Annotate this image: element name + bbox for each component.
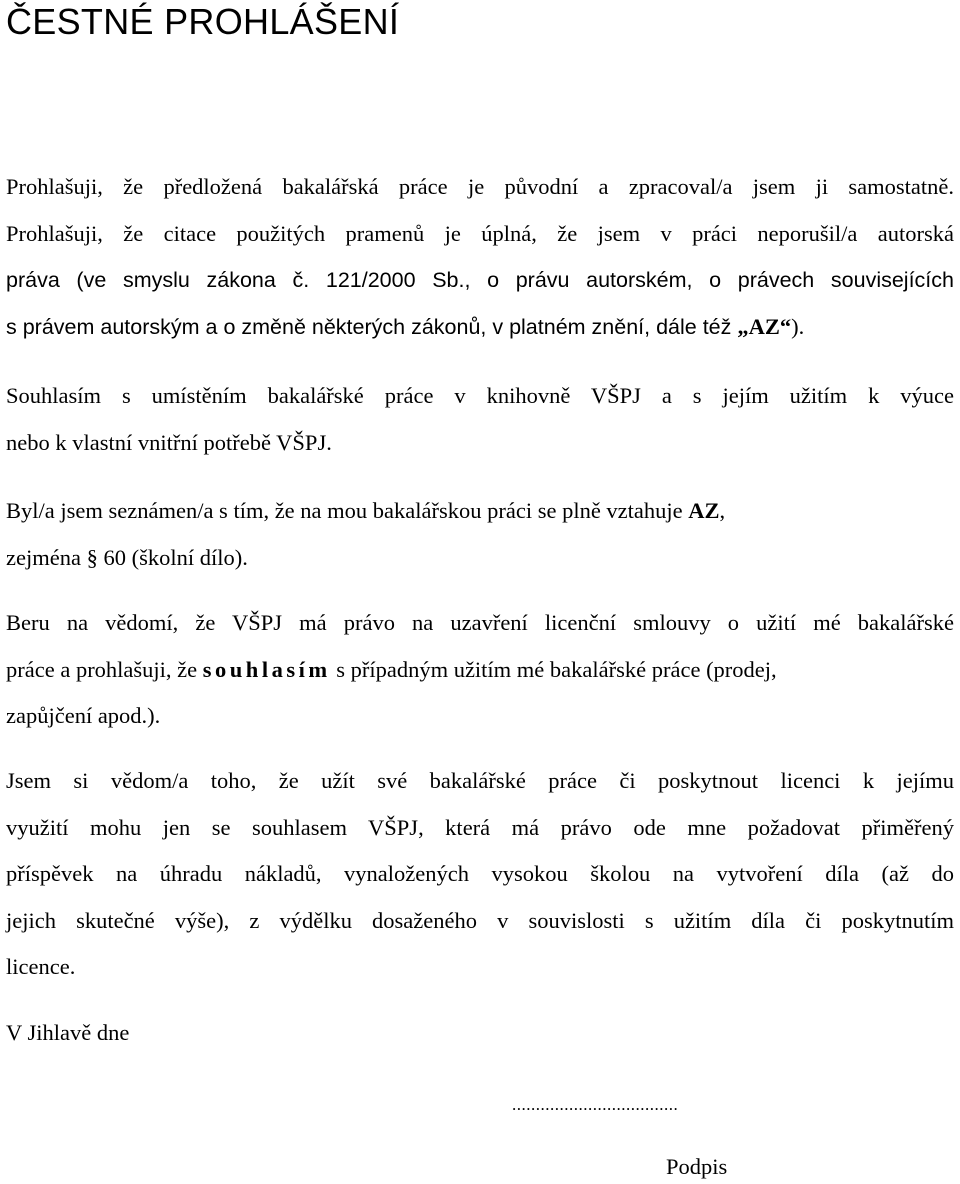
- paragraph-declaration: [6, 164, 954, 350]
- text-line: Prohlašuji, že citace použitých pramenů je úplná, že jsem v práci neporušil/a autorská: [6, 220, 954, 246]
- text-line: zapůjčení apod.).: [6, 703, 161, 728]
- paragraph-library-consent: [6, 373, 954, 466]
- text-line: Beru na vědomí, že VŠPJ má právo na uzavření licenční smlouvy o užití mé bakalářské: [6, 610, 954, 635]
- text-fragment: s právem autorským a o změně některých zákonů, v platném znění, dále též: [6, 314, 732, 339]
- text-line: zejména § 60 (školní dílo).: [6, 544, 248, 570]
- text-line: [6, 488, 954, 535]
- text-line: [6, 647, 954, 694]
- place-date-line: V Jihlavě dne: [6, 1020, 130, 1045]
- text-fragment: práce a prohlašuji, že: [6, 656, 198, 682]
- az-abbreviation: AZ: [688, 498, 720, 523]
- consent-emphasis: souhlasím: [202, 656, 331, 682]
- text-fragment: Byl/a jsem seznámen/a s tím, že na mou bakalářskou práci se plně vztahuje: [6, 498, 683, 523]
- text-line: příspěvek na úhradu nákladů, vynaložených vysokou školou na vytvoření díla (až do: [6, 861, 954, 886]
- text-line: licence.: [6, 954, 76, 979]
- text-fragment: , o právu autorském, o právech souvisejících: [464, 268, 954, 292]
- text-fragment: s případným užitím mé bakalářské práce (prodej,: [336, 656, 777, 682]
- text-fragment: ,: [719, 498, 726, 523]
- paragraph-usage-terms: [6, 758, 954, 991]
- signature-label: Podpis: [666, 1154, 728, 1179]
- text-line: nebo k vlastní vnitřní potřebě VŠPJ.: [6, 429, 332, 455]
- text-fragment: práva (ve smyslu zákona č. 121/2000 Sb.: [6, 268, 465, 292]
- text-line: Prohlašuji, že předložená bakalářská práce je původní a zpracoval/a jsem ji samostatně.: [6, 174, 954, 199]
- text-line: využití mohu jen se souhlasem VŠPJ, která má právo ode mne požadovat přiměřený: [6, 814, 954, 840]
- text-line: jejich skutečné výše), z výdělku dosaženého v souvislosti s užitím díla či poskytnutím: [6, 907, 954, 933]
- az-abbreviation: „AZ“: [737, 313, 792, 339]
- text-fragment: ).: [791, 313, 805, 339]
- text-line: [6, 304, 954, 351]
- text-line: [6, 257, 954, 304]
- paragraph-license-agreement: [6, 600, 954, 740]
- text-line: Souhlasím s umístěním bakalářské práce v knihovně VŠPJ a s jejím užitím k výuce: [6, 383, 954, 408]
- text-line: Jsem si vědom/a toho, že užít své bakalářské práce či poskytnout licenci k jejímu: [6, 768, 954, 793]
- document-title: ČESTNÉ PROHLÁŠENÍ: [6, 1, 400, 42]
- signature-line: ...................................: [512, 1095, 679, 1114]
- paragraph-copyright-law: [6, 488, 954, 581]
